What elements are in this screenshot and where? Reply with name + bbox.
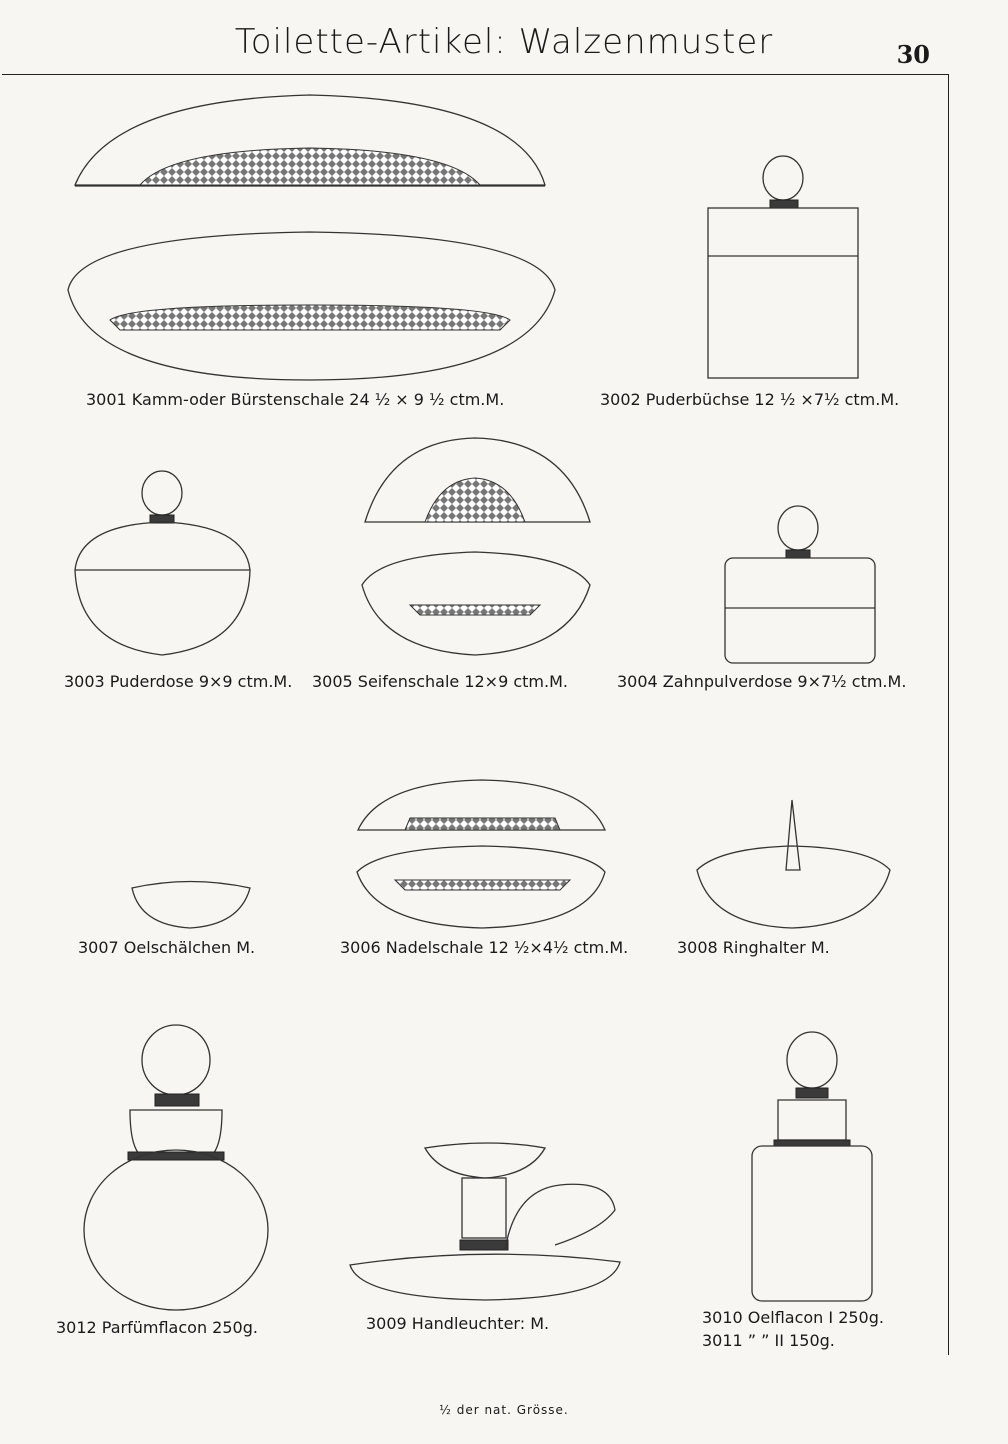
caption-3004: 3004 Zahnpulverdose 9×7½ ctm.M.: [617, 672, 907, 691]
caption-3005: 3005 Seifenschale 12×9 ctm.M.: [312, 672, 568, 691]
item-3005-soap-dish: [362, 438, 590, 655]
caption-3009: 3009 Handleuchter: M.: [366, 1314, 550, 1333]
page-title: Toilette-Artikel: Walzenmuster: [234, 22, 774, 62]
caption-3007: 3007 Oelschälchen M.: [78, 938, 256, 957]
caption-3003: 3003 Puderdose 9×9 ctm.M.: [64, 672, 293, 691]
page-number: 30: [896, 40, 930, 69]
item-3004-tooth-powder-box: [725, 506, 875, 663]
caption-3012: 3012 Parfümflacon 250g.: [56, 1318, 258, 1337]
caption-3011: 3011 ” ” II 150g.: [702, 1331, 835, 1350]
item-3012-perfume-bottle: [84, 1025, 268, 1310]
item-3009-candle-holder: [350, 1143, 620, 1300]
scale-note: ½ der nat. Grösse.: [439, 1403, 569, 1417]
item-3001-comb-dish: [68, 95, 555, 380]
caption-3008: 3008 Ringhalter M.: [677, 938, 830, 957]
item-3006-pin-dish: [357, 780, 605, 928]
item-3007-oil-dish: [132, 882, 250, 929]
caption-3002: 3002 Puderbüchse 12 ½ ×7½ ctm.M.: [600, 390, 900, 409]
caption-3006: 3006 Nadelschale 12 ½×4½ ctm.M.: [340, 938, 629, 957]
item-3003-powder-dish: [75, 471, 250, 655]
item-3002-powder-box: [708, 156, 858, 378]
caption-3001: 3001 Kamm-oder Bürstenschale 24 ½ × 9 ½ ctm.M.: [86, 390, 505, 409]
caption-3010: 3010 Oelflacon I 250g.: [702, 1308, 884, 1327]
item-3008-ring-holder: [697, 800, 890, 928]
item-3010-oil-bottle: [752, 1032, 872, 1301]
